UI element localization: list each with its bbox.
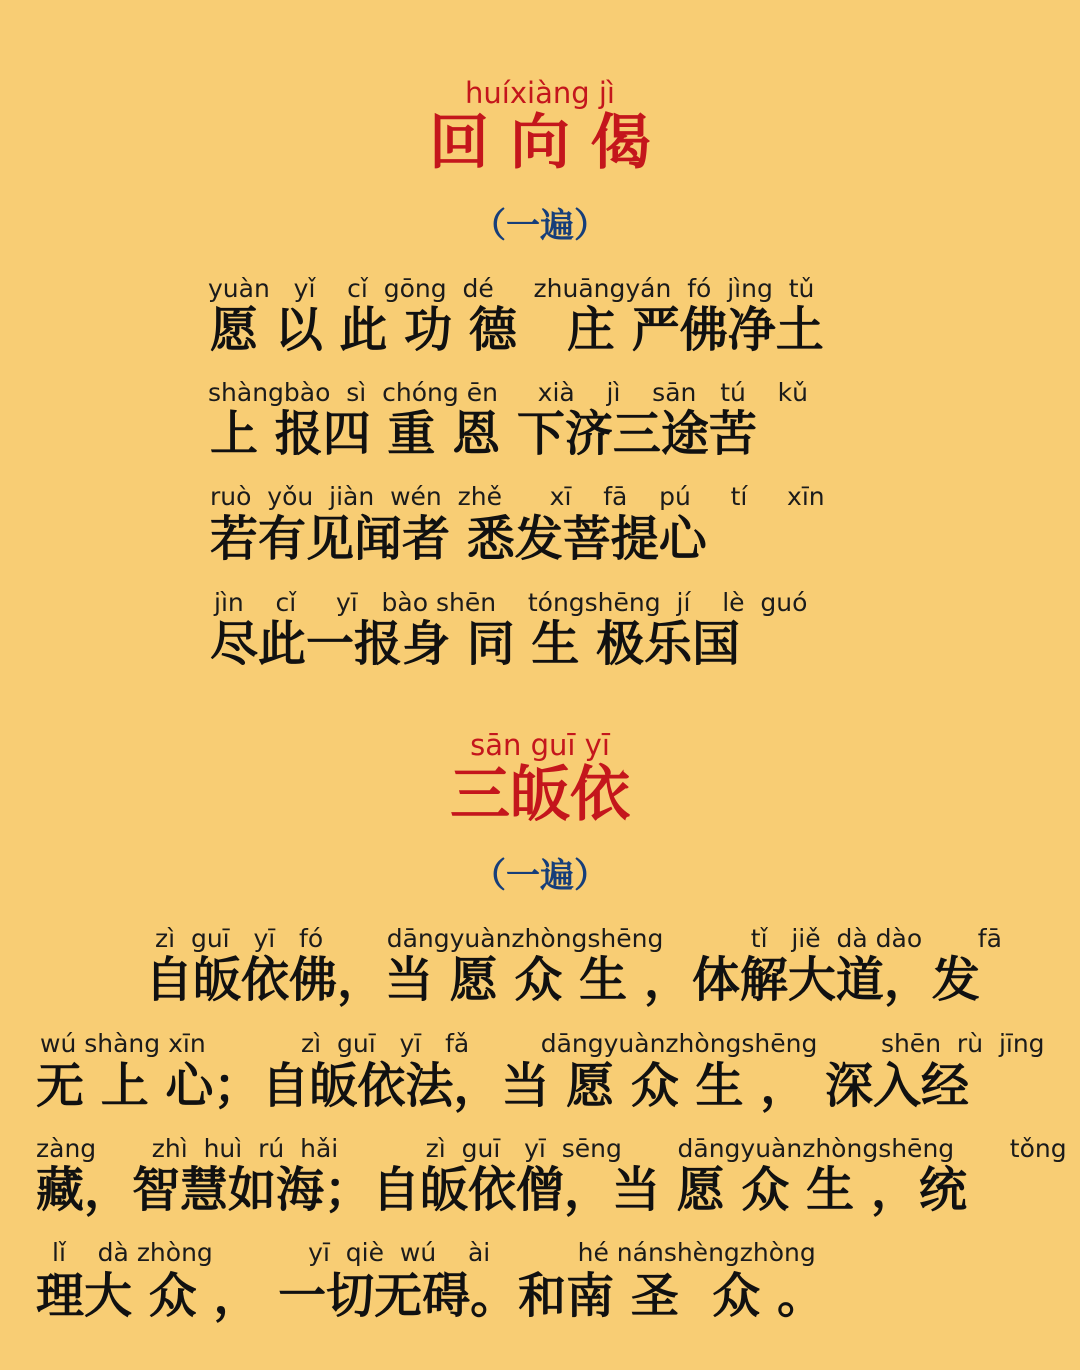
section2-count-label: （一遍）: [472, 856, 608, 896]
section2-title-pinyin: sān guī yī: [470, 728, 610, 762]
verse-line-3-pinyin: ruò yǒu jiàn wén zhě xī fā pú tí xīn: [210, 482, 825, 511]
section2-title: 三皈依: [450, 760, 630, 830]
refuge-line-3-text: 藏，智慧如海；自皈依僧，当 愿 众 生 ，统: [36, 1162, 967, 1218]
section1-title: 回 向 偈: [429, 108, 651, 178]
refuge-line-2-text: 无 上 心；自皈依法，当 愿 众 生 ， 深入经: [36, 1058, 969, 1114]
verse-line-3-text: 若有见闻者 悉发菩提心: [210, 511, 707, 567]
refuge-line-1-pinyin: zì guī yī fó dāngyuànzhòngshēng tǐ jiě dà dào fā: [155, 924, 1002, 953]
refuge-line-4-text: 理大 众 ， 一切无碍。和南 圣 众 。: [36, 1268, 825, 1324]
verse-line-2-text: 上 报四 重 恩 下济三途苦: [210, 406, 757, 462]
verse-line-2-pinyin: shàngbào sì chóng ēn xià jì sān tú kǔ: [208, 378, 808, 407]
refuge-line-4-pinyin: lǐ dà zhòng yī qiè wú ài hé nánshèngzhòng: [52, 1238, 816, 1267]
refuge-line-2-pinyin: wú shàng xīn zì guī yī fǎ dāngyuànzhòngshēng shēn rù jīng: [40, 1029, 1045, 1058]
verse-line-4-pinyin: jìn cǐ yī bào shēn tóngshēng jí lè guó: [214, 588, 808, 617]
refuge-line-1-text: 自皈依佛，当 愿 众 生 ，体解大道，发: [145, 952, 980, 1008]
refuge-line-3-pinyin: zàng zhì huì rú hǎi zì guī yī sēng dāngyuànzhòngshēng tǒng: [36, 1134, 1067, 1163]
verse-line-1-text: 愿 以 此 功 德 庄 严佛净土: [210, 302, 824, 358]
section1-count-label: （一遍）: [472, 206, 608, 246]
section1-title-pinyin: huíxiàng jì: [465, 76, 615, 110]
verse-line-1-pinyin: yuàn yǐ cǐ gōng dé zhuāngyán fó jìng tǔ: [208, 274, 815, 303]
verse-line-4-text: 尽此一报身 同 生 极乐国: [210, 616, 741, 672]
